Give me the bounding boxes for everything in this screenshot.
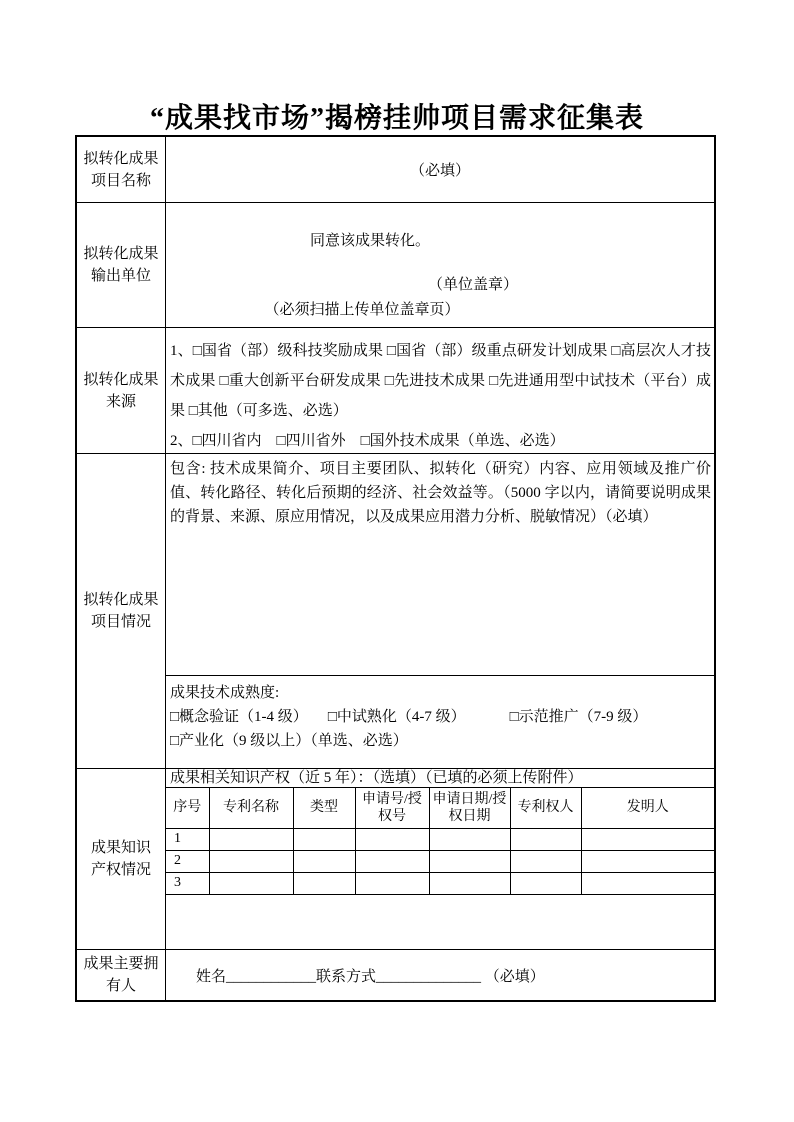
source-options-2: 2、□四川省内 □四川省外 □国外技术成果（单选、必选） (170, 433, 565, 449)
patent-cell (293, 850, 355, 872)
demand-form-table (75, 135, 716, 1002)
maturity-cell (166, 676, 714, 768)
row-project-info (77, 454, 714, 769)
row-output-unit (77, 203, 714, 328)
row-owner (77, 950, 714, 1000)
maturity-option: □中试熟化（4-7 级） (327, 709, 466, 725)
owner-cell (166, 950, 714, 1000)
patent-cell (355, 872, 429, 894)
source-options-1: 1、□国省（部）级科技奖励成果 □国省（部）级重点研发计划成果 □高层次人才技术成果 □重大创新平台研发成果 □先进技术成果 □先进通用型中试技术（平台）成果 □其他（可多选、必选） (170, 343, 711, 419)
patent-cell (355, 828, 429, 850)
col-header-application-date: 申请日期/授权日期 (429, 788, 510, 828)
owner-fill-line: 姓名____________联系方式______________ （必填） (196, 968, 545, 985)
patent-table-header (166, 788, 714, 828)
patent-cell (429, 828, 510, 850)
patent-row (166, 828, 714, 850)
project-name-cell (166, 137, 714, 202)
label-project-info (77, 454, 166, 768)
patent-cell (209, 850, 293, 872)
label-line: 成果主要拥 (83, 956, 159, 972)
label-line: 拟转化成果 (83, 246, 159, 262)
patent-cell (510, 828, 581, 850)
patent-row-index: 3 (166, 872, 209, 894)
row-source (77, 328, 714, 454)
patent-cell (429, 850, 510, 872)
patent-cell (510, 850, 581, 872)
source-cell (166, 328, 714, 453)
row-ip (77, 769, 714, 950)
patent-row-index: 2 (166, 850, 209, 872)
patent-cell (355, 850, 429, 872)
unit-seal-text: （单位盖章） (427, 277, 518, 293)
patent-row (166, 850, 714, 872)
patent-row (166, 872, 714, 894)
maturity-option: □概念验证（1-4 级） (170, 709, 308, 725)
label-line: 项目名称 (90, 172, 151, 189)
form-title: “成果找市场”揭榜挂帅项目需求征集表 (149, 103, 644, 134)
patent-cell (429, 872, 510, 894)
row-project-name (77, 137, 714, 203)
patent-cell (581, 872, 714, 894)
patent-cell (209, 828, 293, 850)
maturity-option: □示范推广（7-9 级） (509, 709, 648, 725)
label-project-name (77, 137, 166, 202)
patent-cell (581, 850, 714, 872)
patent-cell (581, 828, 714, 850)
label-line: 产权情况 (90, 862, 151, 878)
label-line: 拟转化成果 (83, 592, 159, 608)
required-hint: （必填） (409, 163, 470, 179)
maturity-note: □产业化（9 级以上）（单选、必选） (170, 733, 408, 749)
col-header-application-no: 申请号/授权号 (355, 788, 429, 828)
patent-row-index: 1 (166, 828, 209, 850)
col-header-type: 类型 (293, 788, 355, 828)
patent-table (166, 788, 714, 895)
label-line: 成果知识 (90, 840, 151, 856)
maturity-title: 成果技术成熟度: (170, 685, 280, 701)
label-line: 来源 (105, 393, 136, 410)
col-header-inventor: 发明人 (581, 788, 714, 828)
agree-text: 同意该成果转化。 (309, 233, 430, 249)
col-header-index: 序号 (166, 788, 209, 828)
patent-cell (510, 872, 581, 894)
maturity-options-line (170, 705, 711, 729)
col-header-patentee: 专利权人 (510, 788, 581, 828)
label-owner (77, 950, 166, 1000)
project-description-cell: 包含: 技术成果简介、项目主要团队、拟转化（研究）内容、应用领域及推广价值、转化路径、转化后预期的经济、社会效益等。（5000 字以内，请简要说明成果的背景、来源、原应用情况，以及成果应用潜力分析、脱敏情况）（必填） (166, 454, 714, 676)
label-source (77, 328, 166, 453)
output-unit-cell (166, 203, 714, 327)
ip-note: 成果相关知识产权（近 5 年）：（选填）（已填的必须上传附件） (166, 769, 714, 788)
patent-cell (293, 828, 355, 850)
patent-cell (293, 872, 355, 894)
project-info-cell (166, 454, 714, 768)
ip-empty-area (166, 895, 714, 950)
patent-cell (209, 872, 293, 894)
label-line: 有人 (105, 978, 136, 994)
label-ip (77, 769, 166, 949)
label-line: 拟转化成果 (83, 371, 159, 388)
label-line: 输出单位 (90, 268, 151, 284)
label-line: 拟转化成果 (83, 150, 159, 167)
ip-cell (166, 769, 714, 949)
col-header-patent-name: 专利名称 (209, 788, 293, 828)
scan-upload-text: （必须扫描上传单位盖章页） (264, 302, 460, 318)
label-line: 项目情况 (90, 614, 151, 630)
